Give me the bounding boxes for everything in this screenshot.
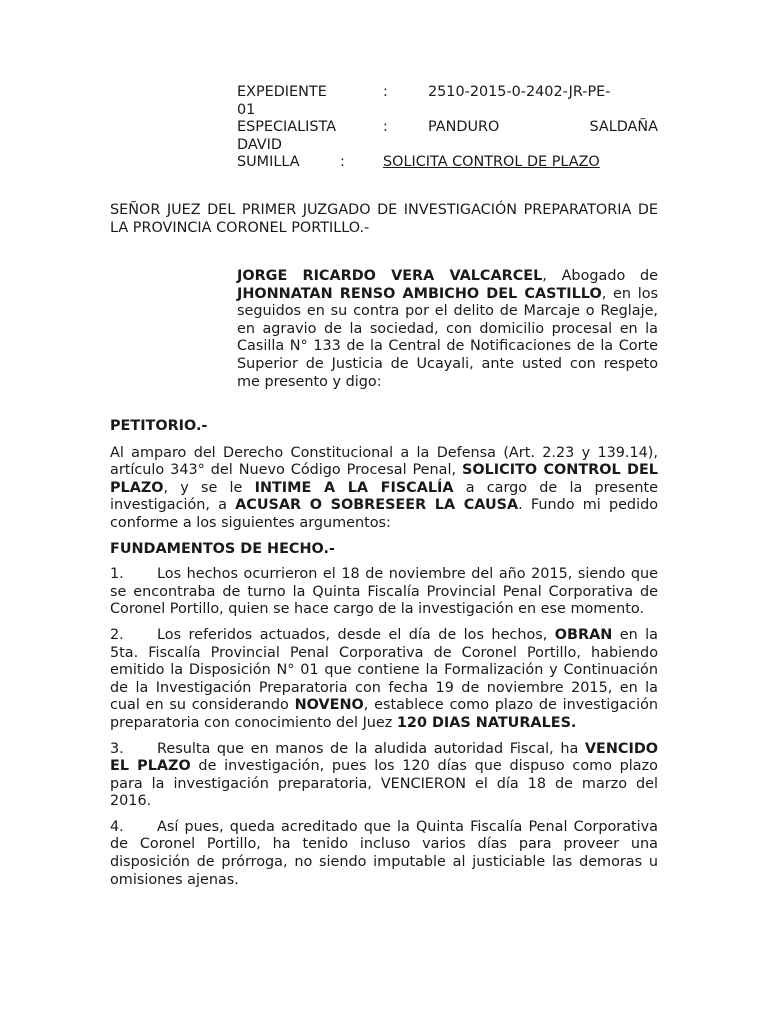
petitorio-text-3: a cargo de la presente investigación, a <box>110 479 659 514</box>
intro-text-2: , en los seguidos en su contra por el delito de Marcaje o Reglaje, en agravio de la sociedad, con domicilio procesal en la Casilla N° 133 de la Central de Notificaciones de la Corte Superior de Justicia de Ucayali, ante usted con respeto me presento y digo: <box>237 285 658 390</box>
petitorio-bold-3: ACUSAR O SOBRESEER LA CAUSA <box>235 497 519 514</box>
expediente-value-cont: 01 <box>237 101 256 118</box>
especialista-label: ESPECIALISTA <box>237 119 337 136</box>
petitorio-heading <box>110 418 658 436</box>
petitorio-text-2: , y se le <box>163 479 255 496</box>
petitorio-bold-2: INTIME A LA FISCALÍA <box>254 479 454 496</box>
fundamento-4-text: Así pues, queda acreditado que la Quinta Fiscalía Penal Corporativa de Coronel Portillo, ha tenido incluso varios días para proveer una disposición de prórroga, no siendo imputable al justiciable las demoras u omisiones ajenas. <box>110 818 658 888</box>
especialista-value-first: PANDURO <box>428 119 500 136</box>
fundamento-3 <box>110 741 658 811</box>
petitorio-text-4: . Fundo mi pedido conforme a los siguientes argumentos: <box>110 497 659 531</box>
petitorio-heading-text: PETITORIO.- <box>110 418 208 434</box>
fundamento-2-text-1: Los referidos actuados, desde el día de los hechos, <box>157 626 555 643</box>
fundamento-1-text: Los hechos ocurrieron el 18 de noviembre del año 2015, siendo que se encontraba de turno la Quinta Fiscalía Provincial Penal Corporativa de Coronel Portillo, quien se hace cargo de la investigación en ese momento. <box>110 566 658 618</box>
client-name: JHONNATAN RENSO AMBICHO DEL CASTILLO <box>237 285 602 302</box>
fundamento-3-bold-1: VENCIDO EL PLAZO <box>110 740 658 775</box>
fundamentos-heading-text: FUNDAMENTOS DE HECHO.- <box>110 540 335 557</box>
petitorio-text-1: Al amparo del Derecho Constitucional a la Defensa (Art. 2.23 y 139.14), artículo 343° del Nuevo Código Procesal Penal, <box>110 444 658 479</box>
addressee: SEÑOR JUEZ DEL PRIMER JUZGADO DE INVESTIGACIÓN PREPARATORIA DE LA PROVINCIA CORONEL PORTILLO.- <box>110 202 658 236</box>
fundamento-4-number: 4. <box>110 818 124 835</box>
especialista-colon: : <box>383 119 388 136</box>
fundamento-2 <box>110 627 658 733</box>
especialista-value-cont: DAVID <box>237 136 282 153</box>
petitorio-paragraph <box>110 445 658 533</box>
sumilla-row <box>237 154 658 172</box>
case-header <box>237 84 658 172</box>
fundamento-3-text-1: Resulta que en manos de la aludida autoridad Fiscal, ha <box>157 740 585 757</box>
fundamento-4 <box>110 819 658 889</box>
expediente-row <box>237 84 658 102</box>
sumilla-value: SOLICITA CONTROL DE PLAZO <box>383 154 600 171</box>
especialista-value-second: SALDAÑA <box>589 119 658 136</box>
fundamento-2-bold-2: NOVENO <box>294 697 364 714</box>
fundamento-2-text-2: en la 5ta. Fiscalía Provincial Penal Corporativa de Coronel Portillo, habiendo emitido la Disposición N° 01 que contiene la Formalización y Continuación de la Investigación Preparatoria con fecha 19 de noviembre 2015, en la cual en su considerando <box>110 626 658 714</box>
fundamento-3-text-2: de investigación, pues los 120 días que dispuso como plazo para la investigación preparatoria, VENCIERON el día 18 de marzo del 2016. <box>110 758 658 810</box>
fundamento-2-bold-1: OBRAN <box>554 626 613 643</box>
petitorio-bold-1: SOLICITO CONTROL DEL PLAZO <box>110 462 658 496</box>
expediente-label: EXPEDIENTE <box>237 84 327 100</box>
sumilla-label: SUMILLA <box>237 154 300 171</box>
intro-paragraph <box>237 268 658 391</box>
fundamento-1-number: 1. <box>110 566 124 583</box>
especialista-row <box>237 119 658 137</box>
especialista-value <box>428 119 658 137</box>
fundamento-2-bold-3: 120 DIAS NATURALES. <box>396 714 577 731</box>
expediente-value: 2510-2015-0-2402-JR-PE- <box>428 84 611 100</box>
fundamentos-heading <box>110 541 658 559</box>
document-body <box>110 418 658 889</box>
fundamento-1 <box>110 566 658 619</box>
fundamento-2-number: 2. <box>110 626 124 643</box>
fundamento-2-text-3: , establece como plazo de investigación preparatoria con conocimiento del Juez <box>110 697 659 731</box>
intro-text-1: , Abogado de <box>542 268 659 284</box>
fundamento-3-number: 3. <box>110 740 124 757</box>
expediente-colon: : <box>383 84 388 100</box>
sumilla-colon: : <box>340 154 345 171</box>
lawyer-name: JORGE RICARDO VERA VALCARCEL <box>237 268 543 284</box>
